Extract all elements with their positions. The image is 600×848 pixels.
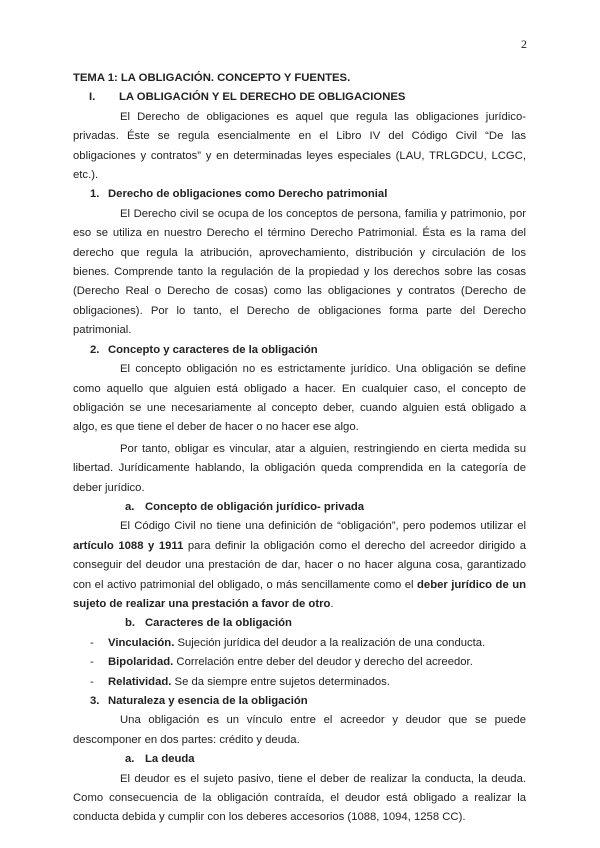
paragraph: Por tanto, obligar es vincular, atar a alguien, restringiendo en cierta medida su libertad. Jurídicamente hablando, la obligación queda comprendida en la categoría de deber jurídico.: [73, 442, 526, 494]
paragraph: Una obligación es un vínculo entre el acreedor y deudor que se puede descomponer en dos partes: crédito y deuda.: [73, 714, 526, 746]
subsubsection-letter: b.: [125, 617, 136, 630]
section-number: I.: [89, 91, 96, 104]
document-body: [73, 69, 526, 828]
section-heading: [73, 88, 526, 107]
subsection-number: 3.: [90, 695, 100, 707]
dash-bullet-icon: -: [90, 656, 94, 669]
text-run: para definir la obligación como el derecho del acreedor dirigido a conseguir del deudor una prestación de dar, hacer o no hacer alguna cosa, garantizado con el activo patrimonial del obligado, o más sencillamente como el: [73, 539, 526, 591]
subsubsection-heading-text: Caracteres de la obligación: [145, 617, 292, 630]
paragraph: [73, 517, 526, 614]
subsection-number: 1.: [90, 188, 100, 201]
subsubsection-heading: [73, 498, 526, 517]
page-number: 2: [521, 37, 527, 51]
subsection-heading: [73, 341, 526, 360]
subsection-number: 2.: [90, 343, 100, 356]
subsubsection-heading: [73, 614, 526, 633]
subsubsection-heading-text: Concepto de obligación jurídico- privada: [145, 500, 365, 513]
bullet-item: [73, 653, 526, 672]
subsection-heading-text: Concepto y caracteres de la obligación: [108, 343, 318, 356]
bullet-text: Sujeción jurídica del deudor a la realización de una conducta.: [174, 636, 486, 649]
bullet-term: Relatividad.: [108, 675, 172, 688]
paragraph: El Derecho de obligaciones es aquel que regula las obligaciones jurídico-privadas. Éste se regula esencialmente en el Libro IV del Código Civil “De las obligaciones y contratos” y en determinadas leyes especiales (LAU, TRLGDCU, LCGC, etc.).: [73, 110, 526, 182]
text-run: El Código Civil no tiene una definición de “obligación”, pero podemos utilizar el: [120, 520, 526, 533]
bold-text-run: deber jurídico de un sujeto de realizar una prestación a favor de otro: [73, 578, 526, 610]
subsubsection-letter: a.: [125, 500, 135, 513]
dash-bullet-icon: -: [90, 675, 94, 688]
subsection-heading: [73, 692, 526, 711]
text-run: .: [330, 597, 334, 610]
bullet-term: Vinculación.: [108, 636, 175, 649]
dash-bullet-icon: -: [90, 636, 94, 649]
subsection-heading: [73, 185, 526, 204]
bullet-text: Correlación entre deber del deudor y derecho del acreedor.: [173, 656, 473, 669]
section-heading-text: LA OBLIGACIÓN Y EL DERECHO DE OBLIGACIONES: [119, 91, 406, 104]
bold-text-run: artículo 1088 y 1911: [73, 539, 184, 552]
bullet-item: [73, 673, 526, 692]
bullet-text: Se da siempre entre sujetos determinados.: [171, 675, 390, 688]
paragraph: El concepto obligación no es estrictamente jurídico. Una obligación se define como aquello que alguien está obligado a hacer. En cualquier caso, el concepto de obligación se une necesariamente al concepto deber, cuando alguien está obligado a algo, es que tiene el deber de hacer o no hacer ese algo.: [73, 363, 526, 434]
bullet-item: [73, 634, 526, 653]
subsubsection-heading-text: La deuda: [145, 753, 195, 766]
document-title: TEMA 1: LA OBLIGACIÓN. CONCEPTO Y FUENTES.: [73, 72, 351, 84]
subsection-heading-text: Derecho de obligaciones como Derecho patrimonial: [108, 188, 388, 201]
subsubsection-heading: [73, 750, 526, 769]
bullet-term: Bipolaridad.: [108, 656, 174, 669]
subsubsection-letter: a.: [125, 753, 135, 766]
subsection-heading-text: Naturaleza y esencia de la obligación: [108, 695, 308, 707]
paragraph: El deudor es el sujeto pasivo, tiene el deber de realizar la conducta, la deuda. Como consecuencia de la obligación contraída, el deudor está obligado a realizar la conducta debida y cumplir con los deberes accesorios (1088, 1094, 1258 CC).: [73, 772, 526, 824]
paragraph: El Derecho civil se ocupa de los conceptos de persona, familia y patrimonio, por eso se utiliza en nuestro Derecho el término Derecho Patrimonial. Ésta es la rama del derecho que regula la atribución, aprovechamiento, distribución y circulación de los bienes. Comprende tanto la regulación de la propiedad y los derechos sobre las cosas (Derecho Real o Derecho de cosas) como las obligaciones y contratos (Derecho de obligaciones). Por lo tanto, el Derecho de obligaciones forma parte del Derecho patrimonial.: [73, 207, 526, 337]
